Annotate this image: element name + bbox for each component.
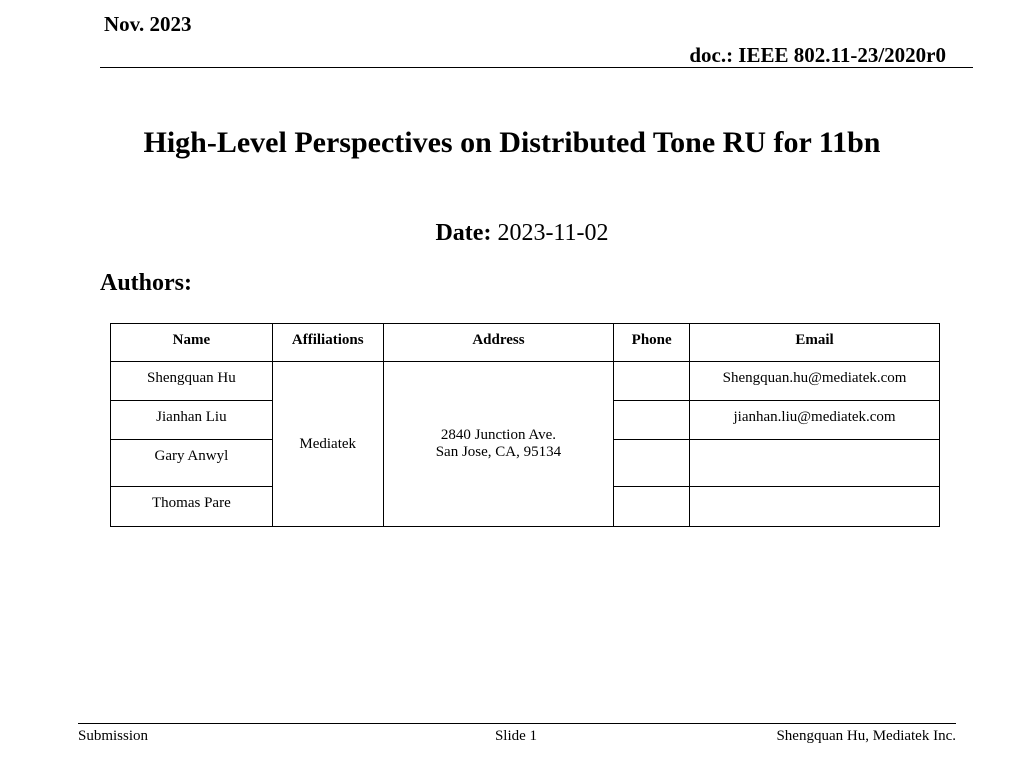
- author-phone: [614, 362, 690, 401]
- author-email: [690, 487, 940, 527]
- header-divider: [100, 67, 973, 68]
- author-name: Gary Anwyl: [111, 440, 273, 487]
- address-city: San Jose, CA, 95134: [435, 444, 562, 460]
- author-address: [383, 362, 614, 527]
- author-email: jianhan.liu@mediatek.com: [690, 401, 940, 440]
- author-name: Shengquan Hu: [111, 362, 273, 401]
- author-email: Shengquan.hu@mediatek.com: [690, 362, 940, 401]
- author-name: Thomas Pare: [111, 487, 273, 527]
- column-header-email: Email: [690, 324, 940, 362]
- date-value: 2023-11-02: [497, 220, 609, 246]
- slide-title: High-Level Perspectives on Distributed Tone RU for 11bn: [143, 126, 881, 159]
- column-header-address: Address: [383, 324, 614, 362]
- header-doc-id: doc.: IEEE 802.11-23/2020r0: [689, 43, 946, 67]
- column-header-name: Name: [111, 324, 273, 362]
- date-line: [0, 220, 1024, 247]
- author-phone: [614, 487, 690, 527]
- table-header-row: [111, 324, 940, 362]
- footer-slide-number: Slide 1: [494, 728, 538, 744]
- author-phone: [614, 401, 690, 440]
- footer-submission: Submission: [78, 728, 149, 744]
- table-row: [111, 362, 940, 401]
- header-date: Nov. 2023: [104, 12, 192, 36]
- author-name: Jianhan Liu: [111, 401, 273, 440]
- author-phone: [614, 440, 690, 487]
- column-header-affiliations: Affiliations: [272, 324, 383, 362]
- footer-author: Shengquan Hu, Mediatek Inc.: [776, 728, 956, 744]
- authors-heading: Authors:: [100, 270, 193, 296]
- authors-table: [110, 323, 940, 527]
- date-label: Date:: [435, 220, 492, 246]
- author-email: [690, 440, 940, 487]
- footer-divider: [78, 723, 956, 724]
- author-affiliation: Mediatek: [272, 362, 383, 527]
- address-street: 2840 Junction Ave.: [440, 427, 556, 443]
- column-header-phone: Phone: [614, 324, 690, 362]
